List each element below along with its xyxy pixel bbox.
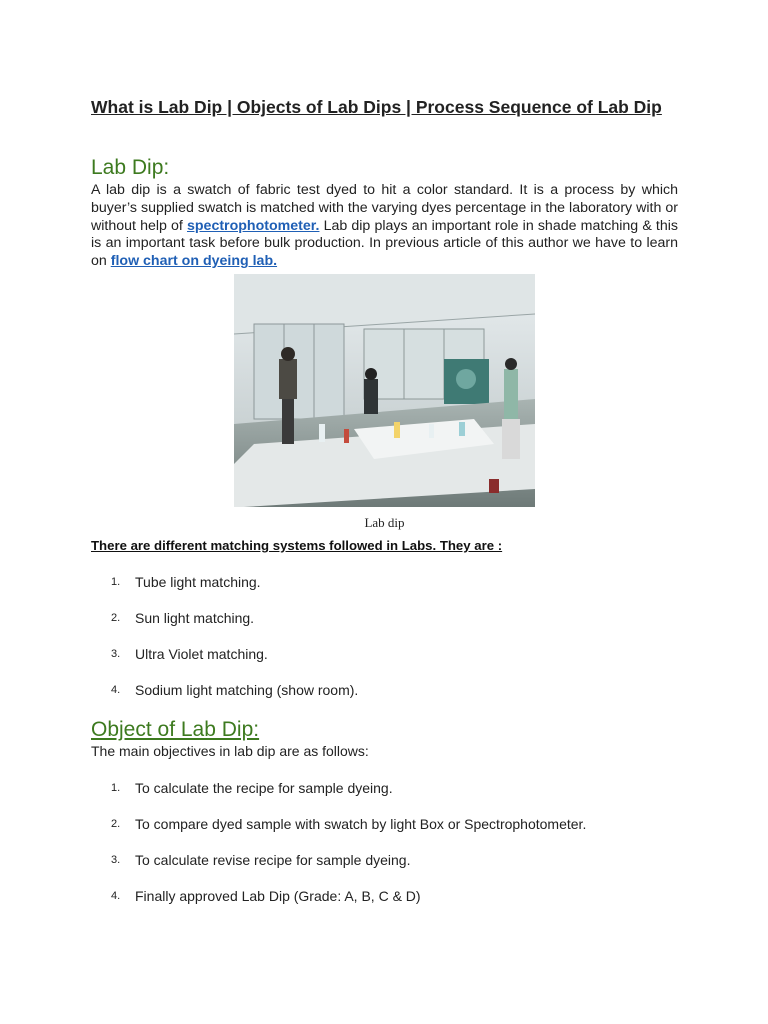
page-title: What is Lab Dip | Objects of Lab Dips | Process Sequence of Lab Dip <box>91 97 662 117</box>
list-item <box>91 814 678 834</box>
list-item <box>91 608 678 628</box>
list-text: Sun light matching. <box>135 610 255 626</box>
list-number: 3. <box>111 854 121 866</box>
list-text: Finally approved Lab Dip (Grade: A, B, C & D) <box>135 888 421 904</box>
list-number: 2. <box>111 612 121 624</box>
lab-dip-photo <box>234 274 535 507</box>
lab-dip-paragraph <box>91 182 678 271</box>
list-text: Tube light matching. <box>135 574 261 590</box>
matching-systems-heading: There are different matching systems followed in Labs. They are : <box>91 538 503 553</box>
list-text: Ultra Violet matching. <box>135 646 268 662</box>
list-number: 1. <box>111 576 121 588</box>
list-number: 3. <box>111 648 121 660</box>
figure-caption: Lab dip <box>364 515 405 530</box>
list-item <box>91 680 678 700</box>
list-number: 1. <box>111 782 121 794</box>
list-text: To calculate revise recipe for sample dyeing. <box>135 852 411 868</box>
list-item <box>91 778 678 798</box>
list-item <box>91 886 678 906</box>
list-number: 4. <box>111 890 121 902</box>
list-text: To compare dyed sample with swatch by light Box or Spectrophotometer. <box>135 816 587 832</box>
list-item <box>91 850 678 870</box>
list-text: Sodium light matching (show room). <box>135 682 359 698</box>
paragraph-text-1: A lab dip is a swatch of fabric test dyed to hit a color standard. It is a process by which buyer’s supplied swatch is matched with the varying dyes percentage in the laboratory with or without help of <box>91 182 678 234</box>
section-heading-lab-dip: Lab Dip: <box>91 156 170 179</box>
list-number: 4. <box>111 684 121 696</box>
section-heading-object-of-lab-dip: Object of Lab Dip: <box>91 718 260 741</box>
list-item <box>91 572 678 592</box>
spectrophotometer-link[interactable]: spectrophotometer. <box>187 217 320 234</box>
flow-chart-link[interactable]: flow chart on dyeing lab. <box>110 253 278 270</box>
list-item <box>91 644 678 664</box>
list-number: 2. <box>111 818 121 830</box>
list-text: To calculate the recipe for sample dyeing. <box>135 780 393 796</box>
paragraph-text-2: Lab dip plays an important role in shade matching & this is an important task before bulk production. In previous article of this author we have to learn on <box>91 217 678 270</box>
objectives-intro: The main objectives in lab dip are as follows: <box>91 743 369 759</box>
